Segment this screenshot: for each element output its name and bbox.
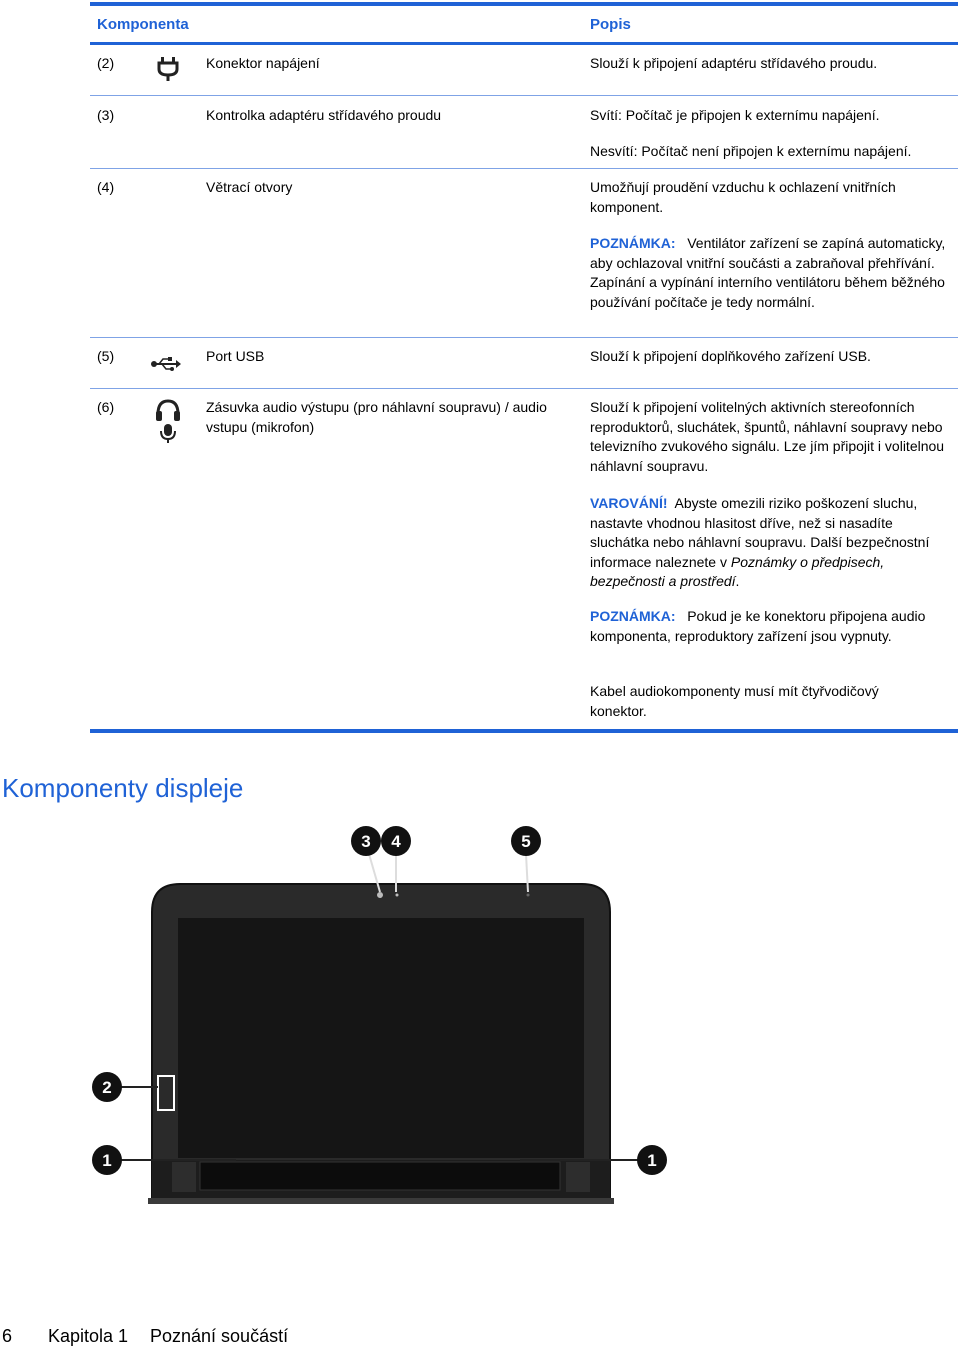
- row-description: Slouží k připojení doplňkového zařízení USB.: [590, 348, 871, 364]
- callout-label: 1: [102, 1151, 112, 1170]
- callout-1-right: [637, 1145, 667, 1175]
- row-divider: [90, 168, 958, 169]
- row-description: Slouží k připojení adaptéru střídavého proudu.: [590, 55, 878, 71]
- webcam-light-icon: [396, 894, 399, 897]
- warning-end: .: [735, 573, 740, 589]
- row-divider: [90, 388, 958, 389]
- hinge-right: [566, 1162, 590, 1192]
- table-bottom-bar: [90, 729, 958, 733]
- row-name: Zásuvka audio výstupu (pro náhlavní soupravu) / audio vstupu (mikrofon): [206, 399, 547, 435]
- row-number: (4): [97, 179, 115, 195]
- display-screen: [178, 918, 584, 1158]
- callout-label: 4: [391, 832, 401, 851]
- row-name: Větrací otvory: [206, 179, 293, 195]
- row-divider: [90, 95, 958, 96]
- warning-reference: Poznámky o předpisech, bezpečnosti a prostředí: [590, 553, 885, 589]
- headset-microphone-icon: [154, 398, 182, 444]
- section-title: Komponenty displeje: [2, 773, 244, 803]
- note-label: POZNÁMKA:: [590, 608, 676, 624]
- row-number: (3): [97, 107, 115, 123]
- row-description-off: Nesvítí: Počítač není připojen k externímu napájení.: [590, 143, 912, 159]
- row-number: (6): [97, 399, 115, 415]
- hinge-left: [172, 1162, 196, 1192]
- base-edge: [148, 1198, 614, 1204]
- usb-icon: [150, 356, 182, 372]
- extra-note: Kabel audiokomponenty musí mít čtyřvodičový konektor.: [590, 683, 879, 719]
- callout-2: [92, 1072, 122, 1102]
- page-number: 6: [2, 1326, 13, 1346]
- webcam-icon: [377, 892, 383, 898]
- note-text: Ventilátor zařízení se zapíná automaticky, aby ochlazoval vnitřní součásti a zabraňoval přehřívání. Zapínání a vypínání interního ventilátoru během běžného používání počítače je tedy normální.: [590, 235, 946, 310]
- row-description: Slouží k připojení volitelných aktivních stereofonních reproduktorů, sluchátek, špuntů, náhlavní soupravy nebo televizního zvukového signálu. Lze jím připojit i volitelnou náhlavní soupravu.: [590, 399, 945, 474]
- row-description: Umožňují proudění vzduchu k ochlazení vnitřních komponent.: [590, 179, 896, 215]
- microphone-icon: [527, 894, 530, 897]
- hinge-bar: [200, 1162, 560, 1190]
- table-top-bar: [90, 2, 958, 6]
- callout-1-left: [92, 1145, 122, 1175]
- display-figure: [90, 820, 680, 1220]
- row-name: Konektor napájení: [206, 55, 320, 71]
- chapter-title: Poznání součástí: [150, 1326, 289, 1346]
- warning-label: VAROVÁNÍ!: [590, 495, 668, 511]
- callout-label: 5: [521, 832, 531, 851]
- callout-label: 3: [361, 832, 371, 851]
- callout-3: [351, 826, 381, 856]
- note-text: Pokud je ke konektoru připojena audio komponenta, reproduktory zařízení jsou vypnuty.: [590, 608, 926, 644]
- row-divider: [90, 337, 958, 338]
- table-header-rule: [90, 42, 958, 45]
- callout-label: 2: [102, 1078, 112, 1097]
- row-description-on: Svítí: Počítač je připojen k externímu napájení.: [590, 107, 880, 123]
- power-plug-icon: [157, 55, 179, 83]
- warning: [590, 494, 955, 592]
- warning-text: Abyste omezili riziko poškození sluchu, nastavte vhodnou hlasitost dříve, než si nasadíte sluchátka nebo náhlavní soupravu. Další bezpečnostní informace naleznete v: [590, 495, 930, 570]
- row-number: (5): [97, 348, 115, 364]
- note-label: POZNÁMKA:: [590, 235, 676, 251]
- callout-label: 1: [647, 1151, 657, 1170]
- row-number: (2): [97, 55, 115, 71]
- row-name: Port USB: [206, 348, 265, 364]
- note: [590, 607, 955, 646]
- note: [590, 234, 955, 312]
- callout-4: [381, 826, 411, 856]
- chapter-label: Kapitola 1: [48, 1326, 129, 1346]
- row-name: Kontrolka adaptéru střídavého proudu: [206, 107, 442, 123]
- column-header-description: Popis: [590, 16, 631, 33]
- column-header-component: Komponenta: [97, 16, 189, 33]
- callout-5: [511, 826, 541, 856]
